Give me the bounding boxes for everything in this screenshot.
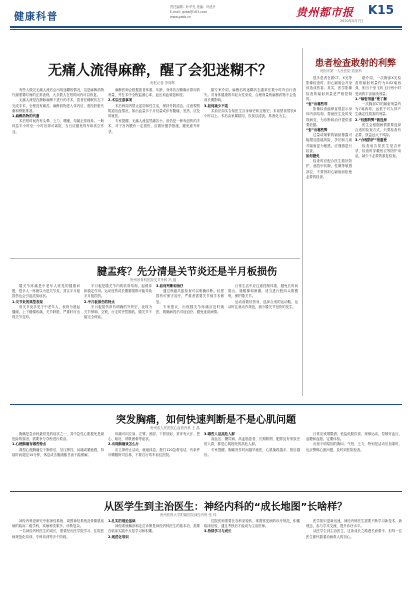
paragraph: 胸痛是急诊科最常见的症状之一，其中急性心肌梗死是最危险的原因，需要争分夺秒进行救治。 (12, 432, 104, 442)
paragraph: 3.如何减少不适 (204, 103, 228, 108)
article-1-column-2 (108, 88, 200, 254)
article-3-column-1 (12, 432, 104, 488)
paragraph: 影像检查能够直观显示身体内部结构，帮助医生及时发现病变，为诊断和治疗提供重要依据。 (306, 107, 352, 127)
paragraph: 住院医师需要在各科室轮转，掌握常见病的诊疗规范，积累临床经验，通过考核后才能成为主治医师。 (204, 519, 300, 529)
paragraph: “射”出哪些弊 (306, 128, 328, 133)
paragraph: 如何避免 (306, 154, 320, 159)
paragraph: 医学知识更新迅速，神经内科医生需要不断学习新技术、新理念，参与学术交流，提升诊疗水平。 (306, 519, 402, 529)
meta-line-3: www.gzbb.cn (170, 15, 192, 19)
paragraph: 有些人做完无痛人流后会出现迷糊的情况，这是麻醉药物代谢需要时间的正常表现，大多数人在短时间内可以恢复。 (12, 88, 104, 98)
masthead-rule (10, 26, 402, 28)
paragraph: 出现不明原因的胸闷、气短、乏力，特别是活动后加重时，也应警惕心脏问题，及时到医院检查。 (306, 442, 402, 452)
paragraph: 很多患者在做CT、X光等影像检查时，担心辐射会对身体造成伤害。其实，医学影像检查的辐射剂量是严格控制的。 (306, 76, 352, 101)
paragraph: “射”出哪些利 (306, 102, 328, 107)
article-3-column-4 (306, 432, 402, 488)
meta-line-1: 责任编辑：叶华光 美编：叶延升 (170, 5, 216, 9)
paragraph: 1.扎实的理论基础 (108, 519, 136, 523)
paragraph: 日常生活中应注意控制体重，避免长时间爬山、爬楼梯和深蹲，适当进行股四头肌锻炼，保护膝关节。 (228, 284, 298, 299)
masthead (0, 0, 410, 26)
paragraph: 2.规范化培训 (108, 534, 129, 539)
paragraph: 麻醉医师会根据患者体重、年龄、身体状况精确计算用药剂量，并在术中全程监测心率、血压和血氧饱和度。 (108, 88, 200, 98)
article-3-byline: 贵州省人民医院心血管内科 王 晶 (150, 426, 200, 430)
paragraph: 通过核磁共振检查可以明确诊断。轻度损伤可保守治疗，严重者需要关节镜手术修复。 (156, 289, 224, 304)
masthead-meta (170, 5, 288, 20)
paragraph: 膝关节疼痛是中老年人常见的健康问题，很多人一疼就以为是关节炎，其实半月板损伤也会引起类似症状。 (12, 284, 80, 299)
article-4-title: 从医学生到主治医生：神经内科的“成长地图”长啥样？ (104, 502, 348, 513)
paragraph: 检查前告知医生是否怀孕，检查时穿戴铅衣等防护用品，减少不必要的重复检查。 (355, 143, 401, 159)
paragraph: 3.“合理防护”很重要 (355, 138, 387, 143)
article-3-top-rule (10, 404, 402, 405)
issue-date: 2020年5月7日 (340, 19, 364, 23)
article-4-column-4 (306, 519, 402, 585)
masthead-rule-thin (10, 29, 402, 30)
paragraph: 专家建议，出现膝关节疼痛应及时就医，明确病因后对症治疗，避免延误病情。 (156, 304, 224, 315)
paragraph: 专家提醒，无痛人流虽然痛苦小，但仍是一种有创伤的手术，对子宫内膜有一定损伤，应做好避孕措施，避免意外怀孕。 (108, 119, 200, 134)
paragraph: 据专家介绍，麻醉后的迷糊状态通常在数小时内自行消失。对身体健康的年轻女性来说，合理剂量的麻醉药物不会造成长期影响。 (204, 88, 296, 103)
article-1-title: 无痛人流得麻醉，醒了会犯迷糊不？ (48, 63, 272, 79)
paragraph: 术后短时间内有头晕、乏力、嗜睡，均属正常现象。一般休息半小时至一小时后即可离院，当日应避免驾车和高空作业。 (12, 119, 104, 134)
paragraph: 一名神经内科医生的成长，需要经历医学院学习、住院医师规范化培训、专科培训等多个阶段。 (12, 529, 104, 539)
article-1-column-3 (204, 88, 296, 254)
paragraph: 一次胸部CT的辐射剂量约为7毫西弗，远低于对人体产生确定性损害的剂量。 (355, 102, 401, 117)
article-2-column-2 (84, 284, 152, 402)
paragraph: 无痛人流是在静脉麻醉下进行的手术，患者在睡眠状态下完成手术，全程没有痛苦。麻醉药物进入体内后，需经肝脏代谢和肾脏排泄。 (12, 98, 104, 113)
paragraph: 应立即停止活动，就地休息，拨打120急救电话，有条件可嚼服阿司匹林，不要自行驾车前往医院。 (108, 447, 200, 457)
paragraph: 1.心梗胸痛有哪些特点 (12, 442, 47, 447)
paragraph: 半月板是膝关节内的软骨结构，起缓冲和稳定作用。运动扭伤或长期磨损都可能导致半月板损伤。 (84, 284, 152, 299)
article-4-column-3 (204, 519, 300, 585)
article-4-byline: 贵州医科大学附属医院神经内科 张 伟 (160, 513, 217, 517)
paragraph: 典型心梗胸痛位于胸骨后，呈压榨性、闷痛或紧缩感，持续时间超过15分钟，休息或含服硝酸甘油不能缓解。 (12, 447, 104, 457)
paragraph: 检查时应配合医生做好防护，遮挡甲状腺、性腺等敏感部位，不要因担心辐射而拒绝必要的检查。 (306, 159, 352, 179)
paragraph: 疼痛可向左肩、左臂、颈部、下颌放射，常伴有大汗、恶心、呕吐、呼吸困难等症状。 (108, 432, 200, 442)
section-title: 健康科普 (14, 12, 58, 23)
article-2-column-4 (228, 284, 298, 402)
article-2-top-rule (10, 258, 300, 259)
side-column-divider (302, 48, 303, 396)
paragraph: 3.持续学习与成长 (204, 529, 232, 534)
paragraph: 1.关节炎的典型表现 (12, 299, 43, 304)
paragraph: 骨关节炎多见于中老年人，表现为晨起僵硬、上下楼梯疼痛、关节肿胀，严重时可出现关节变形。 (12, 304, 80, 320)
article-2-column-3 (156, 284, 224, 402)
paragraph: 1.麻醉药物的代谢 (12, 114, 40, 119)
side-article-title: 患者检查敢射的利弊 (315, 59, 397, 69)
paragraph: 过量或频繁的辐射暴露可能增加患癌风险，孕妇和儿童对辐射更为敏感，应谨慎进行检查。 (306, 133, 352, 153)
paragraph: 神经内科是研究中枢神经系统、周围神经系统及骨骼肌疾病的临床二级学科，疾病种类繁多，诊断复杂。 (12, 519, 104, 529)
article-1-column-1 (12, 88, 104, 254)
side-article-byline: 贵阳市第一人民医院 放射科 (320, 69, 362, 73)
article-2-column-1 (12, 284, 80, 402)
article-3-title: 突发胸痛，如何快速判断是不是心肌问题 (116, 415, 296, 426)
meta-line-2: E-mail: gzbb@163.com (170, 10, 207, 14)
paragraph: 2.出现胸痛该怎么办 (108, 442, 139, 447)
article-3-column-3 (204, 432, 300, 488)
paragraph: 半月板损伤常有明确的外伤史，表现为关节弹响、交锁，行走时突然腿软，膝关节不能完全伸直。 (84, 304, 152, 320)
article-4-top-rule (10, 491, 402, 492)
paragraph: 术前应如实告知医生自身病史和过敏史，术前禁食禁饮6小时以上，术后由家属陪同，饮食以清淡、易消化为主。 (204, 108, 296, 119)
paragraph: 3.如何判断和治疗 (156, 284, 184, 288)
article-3-column-2 (108, 432, 200, 488)
side-article-column-2 (355, 76, 401, 394)
paragraph: 2.半月板损伤的特点 (84, 299, 115, 304)
paragraph: 高血压、糖尿病、高血脂患者，长期吸烟、肥胖及有家族史的人群，都是心肌梗死的高危人群。 (204, 437, 300, 447)
article-4-column-1 (12, 519, 104, 585)
paragraph: 2.“权衡利弊”做选择 (355, 117, 387, 122)
paragraph: 3.哪些人是高危人群 (204, 432, 235, 436)
paragraph: 神经系统解剖和定位诊断是神经内科医生的基本功，需要在临床实践中反复学习和积累。 (108, 524, 200, 534)
newspaper-logo: 贵州都市报 (296, 6, 354, 19)
paragraph: 2.术后注意事项 (108, 98, 132, 103)
paragraph: 医生会根据病情需要选择合适的检查方式，只要检查有必要，获益远大于风险。 (355, 122, 401, 138)
paragraph: 专家提醒，胸痛发作时间越早就医，心肌挽救越多，预后越好。 (204, 447, 300, 457)
paragraph: 据介绍，一次胸部X光检查的辐射剂量约为0.02毫西弗，相当于坐飞机飞行两小时受到的宇宙射线剂量。 (355, 76, 401, 96)
paragraph: 1.“辐射剂量”要了解 (355, 96, 387, 101)
article-2-byline: 贵州省骨科医院关节外科 冯 磊 (130, 278, 177, 282)
paragraph: 术后两周内禁止盆浴和性生活，保持外阴清洁，注意观察阴道出血情况，如出血量多于月经量或伴有腹痛、发热，应及时就医。 (108, 103, 200, 119)
paragraph: 从医学生到主治医生，这条成长之路漫长而艰辛，但每一位医生都怀揣着治病救人的初心。 (306, 529, 402, 539)
side-article-column-1 (306, 76, 352, 394)
article-2-title: 腱盂疼？先分清是关节炎还是半月板损伤 (97, 267, 277, 278)
page-number: K15 (368, 3, 394, 17)
paragraph: 运动前做好热身，选择合适的运动鞋，运动时注意动作规范，减少膝关节扭伤的发生。 (228, 299, 298, 309)
article-1-byline: 贵报记者 李尚辉 (150, 81, 175, 85)
article-4-column-2 (108, 519, 200, 585)
paragraph: 日常应戒烟限酒，低盐低脂饮食，规律运动，控制好血压、血糖和血脂，定期体检。 (306, 432, 402, 442)
